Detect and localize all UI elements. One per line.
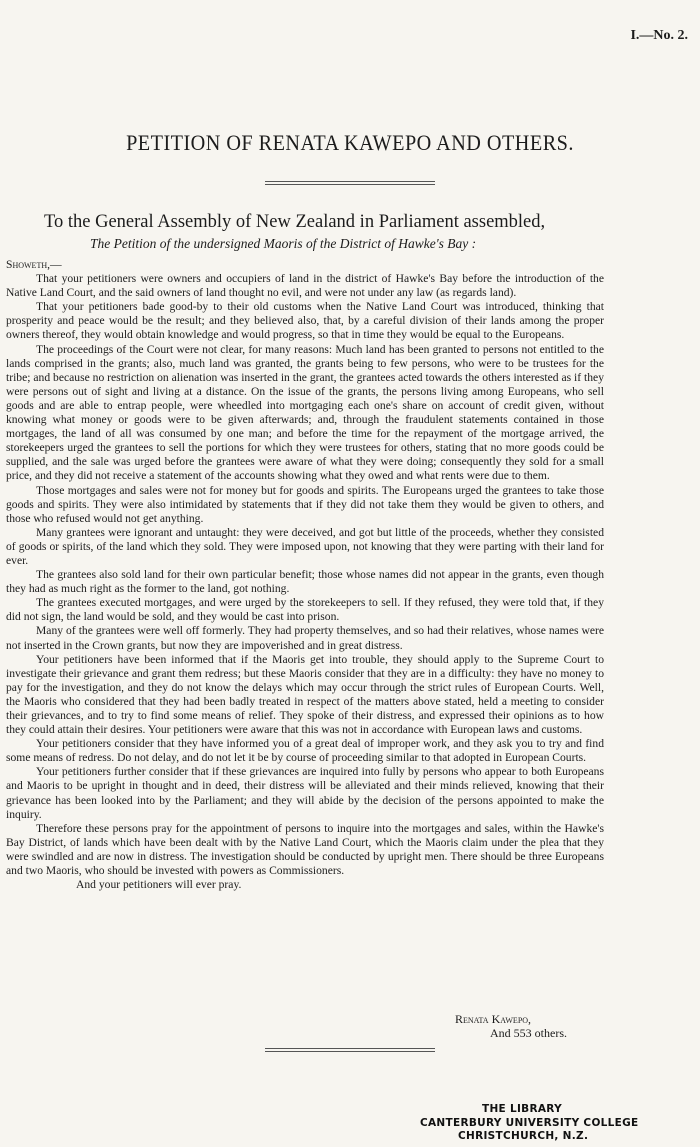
paragraph: Many grantees were ignorant and untaught: they were deceived, and got but little of the proceeds, whether they consisted of goods or spirits, of the land which they sold. They were imposed upon, not knowing that they were parting with their land for ever. xyxy=(6,525,604,567)
petition-body xyxy=(6,258,604,892)
paragraph: Your petitioners consider that they have informed you of a great deal of improper work, and they ask you to try and find some means of redress. Do not delay, and do not let it be by course of proceeding similar to that adopted in European Courts. xyxy=(6,737,604,765)
paragraph: The grantees also sold land for their own particular benefit; those whose names did not appear in the grants, even though they had as much right as the former to the land, got nothing. xyxy=(6,568,604,596)
petition-heading: To the General Assembly of New Zealand in Parliament assembled, xyxy=(44,212,546,232)
paragraph: Your petitioners have been informed that if the Maoris get into trouble, they should apply to the Supreme Court to investigate their grievance and grant them redress; but these Maoris consider that they are in a difficulty: they have no money to pay for the investigation, and they do not know the delays which may occur through the strict rules of European Courts. Well, the Maoris who considered that they had been badly treated in respect of the matters above stated, held a meeting to consider their grievances, and to try to find some means of relief. They spoke of their distress, and expressed their opinions as to how they could attain their desires. Your petitioners were aware that this was not in accordance with European laws and customs. xyxy=(6,652,604,737)
paragraph: Those mortgages and sales were not for money but for goods and spirits. The Europeans urged the grantees to take those goods and spirits. They were also intimidated by statements that if they did not take them they would be given to others, and those who refused would not get anything. xyxy=(6,483,604,525)
paragraph: The proceedings of the Court were not clear, for many reasons: Much land has been granted to persons not entitled to the lands comprised in the grants; also, much land was granted, the grants being to few persons, who were to be trustees for the tribe; and because no restriction on alienation was inserted in the grant, the grantees acted towards the others interested as if they were persons out of sight and living at a distance. On the issue of the grants, the persons living among Europeans, who sell goods and are able to entrap people, were wheedled into mortgaging each one's share on account of credit given, without knowing what money or goods were to be given afterwards; and, through the fraudulent statements contained in those mortgages, the land of all was consumed by one man; and before the time for the repayment of the mortgage arrived, the storekeepers urged the grantees to sell the portions for which they were trustees for others, stating that no more goods could be supplied, and the sale was urged before the grantees were aware of what they were doing; consequently they sold for a small price, and they did not receive a statement of the accounts showing what they owed and what rents were due to them. xyxy=(6,342,604,483)
signature-others: And 553 others. xyxy=(490,1026,567,1040)
paragraph: The grantees executed mortgages, and were urged by the storekeepers to sell. If they refused, they were told that, if they did not sign, the land would be sold, and they would be cast into prison. xyxy=(6,596,604,624)
closing-line: And your petitioners will ever pray. xyxy=(76,878,242,892)
paragraph: Your petitioners further consider that if these grievances are inquired into fully by persons who appear to both Europeans and Maoris to be upright in thought and in deed, their distress will be alleviated and their minds relieved, knowing that their grievance has been looked into by the Parliament; and they will abide by the decision of the persons appointed to make the inquiry. xyxy=(6,765,604,821)
footer-divider xyxy=(265,1048,435,1053)
petition-subheading: The Petition of the undersigned Maoris of the District of Hawke's Bay : xyxy=(90,236,477,251)
page-reference: I.—No. 2. xyxy=(630,28,688,43)
signature-name-text: Renata Kawepo, xyxy=(455,1012,532,1026)
library-stamp xyxy=(420,1103,700,1144)
showeth-label: Showeth,— xyxy=(6,258,62,271)
stamp-line-3: CHRISTCHURCH, N.Z. xyxy=(458,1130,589,1142)
stamp-line-2: CANTERBURY UNIVERSITY COLLEGE xyxy=(420,1116,639,1129)
paragraph: That your petitioners bade good-by to their old customs when the Native Land Court was introduced, thinking that prosperity and peace would be the result; and they believed also, that, by a careful division of their lands among the proper owners thereof, they would obtain knowledge and would progress, so that in time they would be equal to the Europeans. xyxy=(6,300,604,342)
paragraph: Many of the grantees were well off formerly. They had property themselves, and so had their relatives, whose names were not inserted in the Crown grants, but now they are impoverished and in great distress. xyxy=(6,624,604,652)
paragraph: Therefore these persons pray for the appointment of persons to inquire into the mortgages and sales, within the Hawke's Bay District, of lands which have been dealt with by the Native Land Court, which the Maoris claim under the plea that they were swindled and are now in distress. The investigation should be conducted by upright men. There should be three Europeans and two Maoris, who should be invested with powers as Commissioners. xyxy=(6,821,604,878)
stamp-line-1: THE LIBRARY xyxy=(482,1103,563,1115)
document-title: PETITION OF RENATA KAWEPO AND OTHERS. xyxy=(126,130,574,155)
paragraph: That your petitioners were owners and occupiers of land in the district of Hawke's Bay before the introduction of the Native Land Court, and the said owners of land thought no evil, and were not under any law (as regards land). xyxy=(6,272,604,300)
signature-name xyxy=(455,1012,531,1027)
title-divider xyxy=(265,181,435,186)
